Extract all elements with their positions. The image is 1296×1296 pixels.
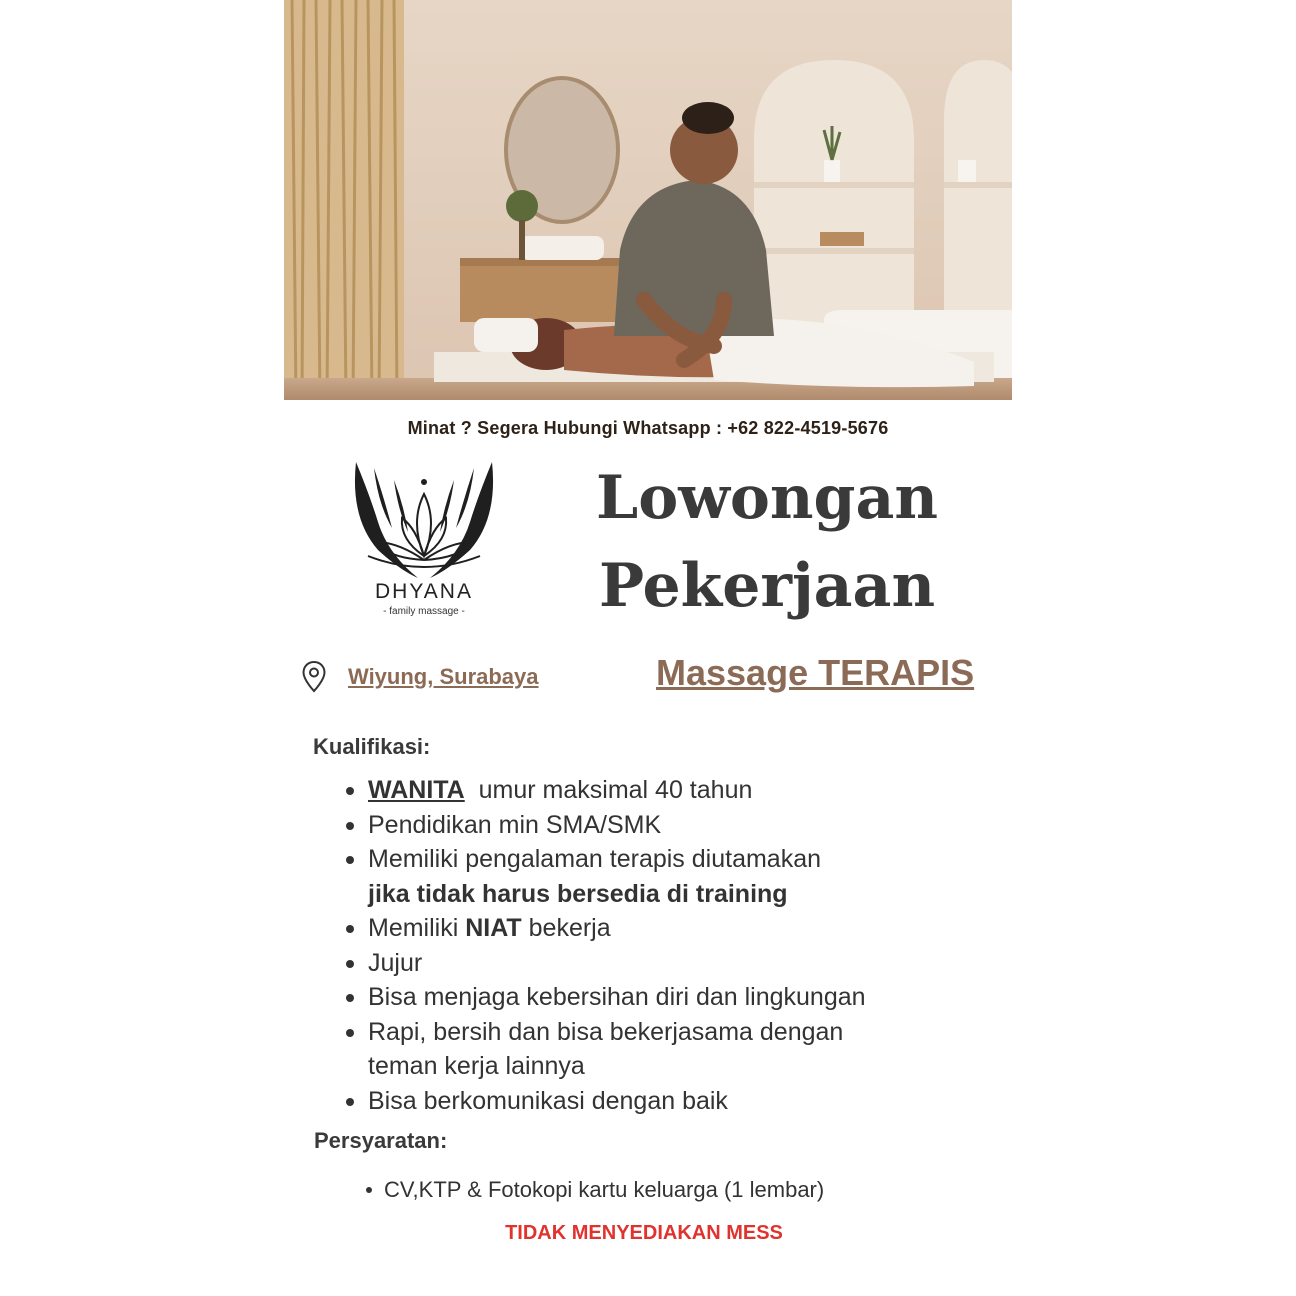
training-note: jika tidak harus bersedia di training	[368, 879, 788, 908]
niat-pre: Memiliki	[368, 914, 466, 942]
headline	[534, 454, 1000, 630]
list-item: Jujur	[368, 946, 988, 981]
no-mess-notice: TIDAK MENYEDIAKAN MESS	[505, 1222, 783, 1244]
teamwork-line-2: teman kerja lainnya	[368, 1052, 585, 1080]
location-pin-icon	[302, 661, 326, 693]
niat-strong: NIAT	[465, 914, 522, 942]
headline-line-1: Lowongan	[596, 463, 938, 533]
teamwork-line-1: Rapi, bersih dan bisa bekerjasama dengan	[368, 1017, 844, 1046]
qualifications-list	[368, 773, 988, 1118]
list-item: Bisa berkomunikasi dengan baik	[368, 1084, 988, 1119]
experience-text: Memiliki pengalaman terapis diutamakan	[368, 845, 822, 873]
list-item	[368, 1015, 988, 1084]
age-requirement: umur maksimal 40 tahun	[464, 776, 753, 804]
position-title: Massage TERAPIS	[656, 652, 975, 693]
list-item: Pendidikan min SMA/SMK	[368, 808, 988, 843]
brand-name: DHYANA	[375, 580, 473, 603]
list-item: CV,KTP & Fotokopi kartu keluarga (1 lembar)	[384, 1175, 984, 1205]
headline-line-2: Pekerjaan	[598, 551, 936, 621]
requirements-list	[384, 1175, 984, 1205]
contact-info: Minat ? Segera Hubungi Whatsapp : +62 822-4519-5676	[407, 418, 889, 438]
requirements-heading: Persyaratan:	[314, 1128, 448, 1153]
gender-requirement: WANITA	[368, 776, 465, 804]
niat-post: bekerja	[521, 914, 611, 942]
list-item	[368, 773, 988, 808]
brand-tagline: - family massage -	[383, 606, 465, 617]
spa-massage-photo	[284, 0, 1012, 400]
list-item	[368, 842, 988, 911]
location-text: Wiyung, Surabaya	[348, 664, 539, 689]
job-poster	[284, 0, 1012, 1296]
list-item: Bisa menjaga kebersihan diri dan lingkungan	[368, 980, 988, 1015]
qualifications-heading: Kualifikasi:	[313, 734, 431, 759]
list-item	[368, 911, 988, 946]
location	[302, 660, 539, 694]
